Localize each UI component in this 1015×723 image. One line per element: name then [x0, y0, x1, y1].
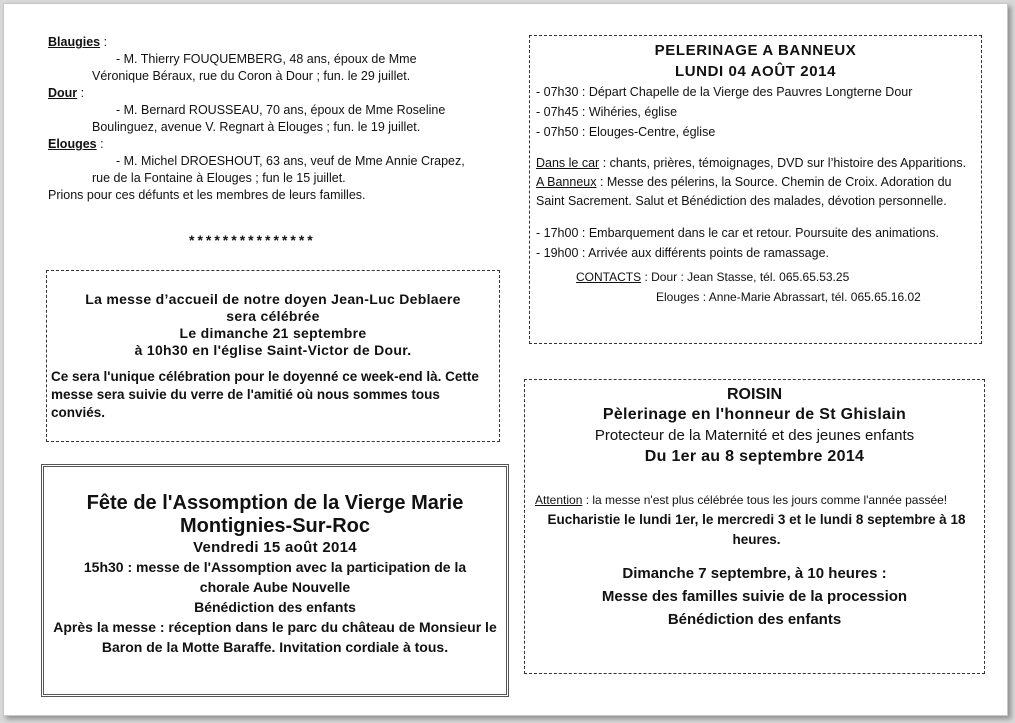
roisin-subtitle: Pèlerinage en l'honneur de St Ghislain: [602, 406, 907, 423]
sunday-heading: Dimanche 7 septembre, à 10 heures :: [622, 565, 887, 582]
schedule-item: - 07h45 : Wihéries, église: [536, 105, 678, 119]
assomption-reception: Après la messe : réception dans le parc du château de Monsieur le Baron de la Motte Baraffe. Invitation cordiale à tous.: [53, 619, 497, 655]
assomption-title: Fête de l'Assomption de la Vierge Marie: [86, 492, 464, 514]
obituary-entry-line: Boulinguez, avenue V. Regnart à Elouges ; fun. le 19 juillet.: [92, 120, 421, 134]
banneux-box: [529, 35, 982, 344]
accueil-box: [46, 270, 500, 442]
separator-stars: ***************: [189, 232, 316, 248]
obituary-elouges: [48, 136, 494, 187]
accueil-time-place: à 10h30 en l'église Saint-Victor de Dour.: [134, 342, 412, 358]
contact-elouges: Elouges : Anne-Marie Abrassart, tél. 065.65.16.02: [656, 290, 921, 304]
contacts-line: [576, 267, 981, 287]
place-label-elouges: Elouges: [48, 137, 97, 151]
schedule-item: - 19h00 : Arrivée aux différents points de ramassage.: [536, 246, 829, 260]
car-text: : chants, prières, témoignages, DVD sur l’histoire des Apparitions.: [599, 156, 967, 170]
roisin-protector: Protecteur de la Maternité et des jeunes enfants: [594, 427, 915, 444]
return-schedule: [530, 223, 981, 263]
roisin-title: ROISIN: [726, 386, 783, 403]
banneux-label: A Banneux: [536, 175, 597, 189]
contact-dour: : Dour : Jean Stasse, tél. 065.65.53.25: [641, 270, 850, 284]
banneux-title: PELERINAGE A BANNEUX: [654, 42, 857, 59]
banneux-paragraph: [530, 173, 981, 211]
banneux-schedule: [530, 82, 981, 142]
obituary-entry-line: Véronique Béraux, rue du Coron à Dour ; fun. le 29 juillet.: [92, 69, 411, 83]
attention-text: : la messe n'est plus célébrée tous les jours comme l'année passée!: [582, 493, 948, 507]
place-label-dour: Dour: [48, 86, 78, 100]
obituary-entry-line: - M. Michel DROESHOUT, 63 ans, veuf de Mme Annie Crapez,: [116, 154, 465, 168]
car-paragraph: [530, 154, 981, 173]
obituary-blaugies: [48, 34, 494, 85]
sunday-blessing: Bénédiction des enfants: [667, 611, 842, 628]
eucharistie-text: Eucharistie le lundi 1er, le mercredi 3 et le lundi 8 septembre à 18 heures.: [547, 512, 966, 547]
assomption-date: Vendredi 15 août 2014: [193, 539, 357, 556]
accueil-paragraph: Ce sera l'unique célébration pour le doyenné ce week-end là. Cette messe sera suivie du verre de l'amitié où nous sommes tous conviés.: [51, 369, 479, 420]
obituary-entry-line: - M. Bernard ROUSSEAU, 70 ans, époux de Mme Roseline: [116, 103, 446, 117]
contacts-label: CONTACTS: [576, 270, 642, 284]
attention-label: Attention: [535, 493, 583, 507]
accueil-heading: [47, 271, 499, 359]
banneux-date: LUNDI 04 AOÛT 2014: [674, 63, 837, 80]
accueil-line: sera célébrée: [226, 308, 320, 324]
prayer-line: Prions pour ces défunts et les membres de leurs familles.: [48, 188, 366, 202]
obituary-dour: [48, 85, 494, 136]
colon: :: [96, 137, 104, 151]
attention-paragraph: [525, 467, 984, 508]
assomption-place: Montignies-Sur-Roc: [180, 515, 370, 537]
bulletin-page: [3, 3, 1008, 716]
accueil-date: Le dimanche 21 septembre: [179, 325, 367, 341]
colon: :: [100, 35, 108, 49]
assomption-line: Bénédiction des enfants: [194, 599, 356, 615]
car-label: Dans le car: [536, 156, 600, 170]
sunday-mass: Messe des familles suivie de la procession: [601, 588, 908, 605]
schedule-item: - 17h00 : Embarquement dans le car et retour. Poursuite des animations.: [536, 226, 940, 240]
assomption-line: chorale Aube Nouvelle: [199, 579, 351, 595]
obituary-list: [48, 34, 494, 204]
obituary-entry-line: rue de la Fontaine à Elouges ; fun le 15 juillet.: [92, 171, 346, 185]
assomption-line: 15h30 : messe de l'Assomption avec la participation de la: [83, 559, 467, 575]
schedule-item: - 07h30 : Départ Chapelle de la Vierge des Pauvres Longterne Dour: [536, 85, 913, 99]
colon: :: [77, 86, 85, 100]
banneux-text: : Messe des pélerins, la Source. Chemin de Croix. Adoration du Saint Sacrement. Salut et Bénédiction des malades, dévotion personnelle.: [536, 175, 952, 208]
assomption-box: [41, 464, 509, 697]
roisin-dates: Du 1er au 8 septembre 2014: [644, 448, 865, 465]
contacts: [530, 263, 981, 307]
schedule-item: - 07h50 : Elouges-Centre, église: [536, 125, 716, 139]
obituary-entry-line: - M. Thierry FOUQUEMBERG, 48 ans, époux de Mme: [116, 52, 417, 66]
place-label-blaugies: Blaugies: [48, 35, 101, 49]
roisin-box: [524, 379, 985, 674]
accueil-line: La messe d’accueil de notre doyen Jean-Luc Deblaere: [85, 291, 461, 307]
